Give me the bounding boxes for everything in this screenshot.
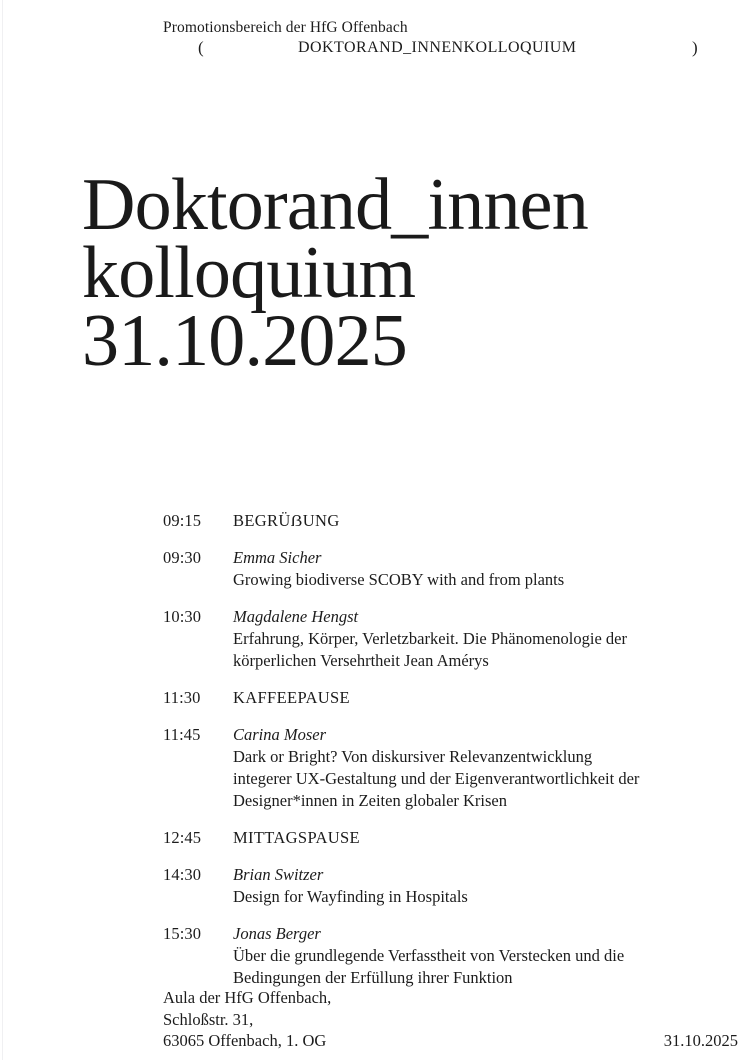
schedule-slot-body — [233, 923, 663, 989]
schedule-slot — [163, 510, 663, 532]
schedule-slot-body — [233, 510, 663, 532]
schedule-slot-time: 15:30 — [163, 924, 202, 943]
header-kicker-label: DOKTORAND_INNENKOLLOQUIUM — [298, 39, 577, 56]
footer-venue-line-1: Aula der HfG Offenbach, — [163, 988, 332, 1007]
schedule-slot-title: Erfahrung, Körper, Verletzbarkeit. Die Phänomenologie der körperlichen Versehrtheit Jean Amérys — [233, 629, 627, 670]
footer-date: 31.10.2025 — [663, 1031, 738, 1050]
schedule-slot-time: 12:45 — [163, 828, 202, 847]
schedule-slot-title: Über die grundlegende Verfasstheit von Verstecken und die Bedingungen der Erfüllung ihrer Funktion — [233, 946, 625, 987]
schedule-slot-time: 11:30 — [163, 688, 201, 707]
schedule-slot-title: Design for Wayfinding in Hospitals — [233, 887, 468, 906]
schedule-slot-time: 14:30 — [163, 865, 202, 884]
schedule-slot — [163, 923, 663, 989]
schedule-slot-title: Dark or Bright? Von diskursiver Relevanzentwicklung integerer UX-Gestaltung und der Eigenverantwortlichkeit der Designer*innen in Zeiten globaler Krisen — [233, 747, 640, 810]
schedule-slot-body — [233, 547, 663, 591]
title-line-1: Doktorand_innen — [82, 164, 588, 246]
poster-footer — [163, 987, 738, 1052]
schedule-slot-body — [233, 687, 663, 709]
schedule-slot — [163, 547, 663, 591]
poster-header — [163, 18, 703, 59]
schedule-slot-body — [233, 606, 663, 672]
schedule-slot-label: MITTAGSPAUSE — [233, 828, 360, 847]
schedule-list — [163, 510, 663, 989]
schedule-slot-body — [233, 827, 663, 849]
poster-title — [82, 164, 682, 382]
schedule-slot-time: 09:30 — [163, 548, 202, 567]
schedule-slot-speaker: Emma Sicher — [233, 548, 322, 567]
schedule-slot — [163, 827, 663, 849]
schedule-slot-time: 09:15 — [163, 511, 202, 530]
header-kicker-row — [163, 37, 703, 59]
schedule-slot-speaker: Magdalene Hengst — [233, 607, 359, 626]
schedule-slot-speaker: Brian Switzer — [233, 865, 324, 884]
schedule-slot-time: 11:45 — [163, 725, 201, 744]
schedule-slot-label: KAFFEEPAUSE — [233, 688, 350, 707]
schedule-slot — [163, 864, 663, 908]
header-organization: Promotionsbereich der HfG Offenbach — [163, 19, 408, 36]
title-line-3-date: 31.10.2025 — [82, 300, 408, 382]
footer-venue-line-2: Schloßstr. 31, — [163, 1009, 254, 1029]
title-line-2: kolloquium — [82, 232, 416, 314]
schedule-slot — [163, 606, 663, 672]
header-paren-close: ) — [692, 38, 698, 57]
schedule-slot — [163, 724, 663, 812]
schedule-slot-body — [233, 864, 663, 908]
schedule-slot-time: 10:30 — [163, 607, 202, 626]
schedule-slot-speaker: Carina Moser — [233, 725, 327, 744]
schedule-slot-body — [233, 724, 663, 812]
footer-venue-line-3: 63065 Offenbach, 1. OG — [163, 1031, 327, 1050]
schedule-slot-speaker: Jonas Berger — [233, 924, 321, 943]
schedule-slot-title: Growing biodiverse SCOBY with and from plants — [233, 570, 565, 589]
header-paren-open: ( — [198, 38, 204, 57]
schedule-slot — [163, 687, 663, 709]
schedule-slot-label: BEGRÜẞUNG — [233, 511, 340, 530]
